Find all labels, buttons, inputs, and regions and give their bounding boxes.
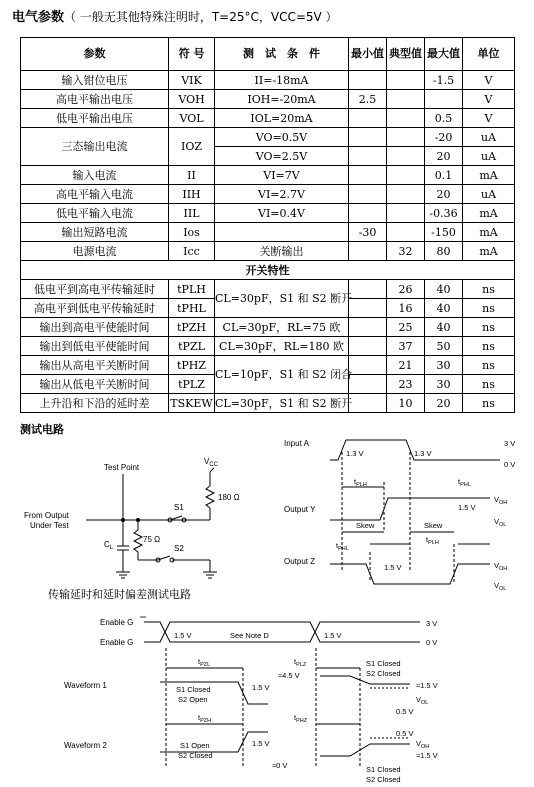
table-row — [21, 242, 515, 261]
voh-label: $V_{OH}$ — [494, 495, 508, 506]
spec-table — [20, 37, 515, 413]
cell: CL=30pF，RL=75 欧 — [215, 318, 349, 337]
cell: ns — [463, 394, 515, 413]
cell: 10 — [387, 394, 425, 413]
cell: 关断输出 — [215, 242, 349, 261]
cell: 0.1 — [425, 166, 463, 185]
v15-left: 1.5 V — [174, 631, 192, 640]
wf1-s1: S1 Closed — [176, 685, 211, 694]
cell: 32 — [387, 242, 425, 261]
cell: IOH=-20mA — [215, 90, 349, 109]
tphl-label: $t_{PHL}$ — [458, 477, 471, 488]
cell: 输出到低电平使能时间 — [21, 337, 169, 356]
cell: VOH — [169, 90, 215, 109]
cell: V — [463, 90, 515, 109]
table-row — [21, 166, 515, 185]
table-row — [21, 109, 515, 128]
skew-left: Skew — [356, 521, 375, 530]
cell: CL=30pF，S1 和 S2 断开 — [215, 394, 349, 413]
s1-label: S1 — [174, 503, 184, 512]
cell: tPHZ — [169, 356, 215, 375]
title-label: 电气参数 — [12, 10, 65, 25]
wf2-right-s1: S1 Closed — [366, 765, 401, 774]
cell: ns — [463, 375, 515, 394]
cell: -30 — [349, 223, 387, 242]
cell — [215, 223, 349, 242]
output-y-label: Output Y — [284, 505, 316, 514]
v0-label: 0 V — [504, 460, 516, 469]
cell: -0.36 — [425, 204, 463, 223]
v15-wf1: 1.5 V — [252, 683, 270, 692]
v05-b: 0.5 V — [396, 729, 414, 738]
cell — [387, 90, 425, 109]
cell: 80 — [425, 242, 463, 261]
cell: 输出从高电平关断时间 — [21, 356, 169, 375]
page-title — [12, 6, 338, 25]
col-condition: 测 试 条 件 — [215, 38, 349, 71]
v15-approx-2: ≈1.5 V — [416, 751, 438, 760]
cell — [349, 318, 387, 337]
s2-label: S2 — [174, 544, 184, 553]
col-typ: 典型值 — [387, 38, 425, 71]
waveform-2-label: Waveform 2 — [64, 741, 107, 750]
col-unit: 单位 — [463, 38, 515, 71]
table-row — [21, 204, 515, 223]
col-symbol: 符 号 — [169, 38, 215, 71]
cell: 低电平输入电流 — [21, 204, 169, 223]
cell: 23 — [387, 375, 425, 394]
vol-label: $V_{OL}$ — [494, 517, 507, 528]
cell: 输出短路电流 — [21, 223, 169, 242]
cell: 输入钳位电压 — [21, 71, 169, 90]
cell — [349, 128, 387, 147]
v3-label: 3 V — [504, 439, 516, 448]
cell: 0.5 — [425, 109, 463, 128]
vcc-label: $V_{CC}$ — [204, 457, 219, 468]
cell: 20 — [425, 147, 463, 166]
cell: 低电平到高电平传输延时 — [21, 280, 169, 299]
table-row — [21, 318, 515, 337]
cell: 20 — [425, 394, 463, 413]
cell: 三态输出电流 — [21, 128, 169, 166]
skew-right: Skew — [424, 521, 443, 530]
from-output-label: From Output — [24, 511, 69, 520]
cell — [349, 185, 387, 204]
section-row — [21, 261, 515, 280]
cell — [387, 71, 425, 90]
table-header-row — [21, 38, 515, 71]
table-row — [21, 71, 515, 90]
cell: uA — [463, 147, 515, 166]
enable-g-label: Enable G — [100, 638, 134, 647]
cell: VO=0.5V — [215, 128, 349, 147]
wf1-s2: S2 Open — [178, 695, 208, 704]
tplz-label: $t_{PLZ}$ — [294, 657, 307, 668]
cell: VI=2.7V — [215, 185, 349, 204]
table-row — [21, 394, 515, 413]
cell: IIH — [169, 185, 215, 204]
col-max: 最大值 — [425, 38, 463, 71]
cell — [387, 185, 425, 204]
v0-approx: ≈0 V — [272, 761, 288, 770]
cell: 输出到高电平使能时间 — [21, 318, 169, 337]
cell — [349, 147, 387, 166]
cell: mA — [463, 204, 515, 223]
cell: 30 — [425, 356, 463, 375]
v0-label: 0 V — [426, 638, 438, 647]
cell — [387, 147, 425, 166]
cell: 输出从低电平关断时间 — [21, 375, 169, 394]
cell: tPLZ — [169, 375, 215, 394]
table-row — [21, 356, 515, 375]
title-condition: （ 一般无其他特殊注明时，T=25°C，VCC=5V ） — [64, 10, 338, 24]
cell: 37 — [387, 337, 425, 356]
cell: mA — [463, 223, 515, 242]
cell: tPZH — [169, 318, 215, 337]
v15-approx-1: ≈1.5 V — [416, 681, 438, 690]
wf1-right-s2: S2 Closed — [366, 669, 401, 678]
cell — [349, 299, 387, 318]
table-row — [21, 223, 515, 242]
input-a-label: Input A — [284, 439, 309, 448]
table-row — [21, 128, 515, 147]
cell: CL=10pF，S1 和 S2 闭合 — [215, 356, 349, 394]
cell — [349, 242, 387, 261]
cell: TSKEW — [169, 394, 215, 413]
cell: Ios — [169, 223, 215, 242]
cell: 50 — [425, 337, 463, 356]
see-note-d: See Note D — [230, 631, 269, 640]
col-param: 参数 — [21, 38, 169, 71]
section-title: 开关特性 — [21, 261, 515, 280]
cell: uA — [463, 128, 515, 147]
cell: ns — [463, 280, 515, 299]
cell — [387, 223, 425, 242]
wf2-right-s2: S2 Closed — [366, 775, 401, 784]
v13-left: 1.3 V — [346, 449, 364, 458]
cell: -150 — [425, 223, 463, 242]
table-row — [21, 90, 515, 109]
cell: ns — [463, 318, 515, 337]
cell — [349, 71, 387, 90]
cell: VO=2.5V — [215, 147, 349, 166]
cell: 2.5 — [349, 90, 387, 109]
wf1-right-s1: S1 Closed — [366, 659, 401, 668]
cl-label: $C_L$ — [104, 540, 114, 551]
enable-timing-diagram — [60, 608, 460, 786]
cell — [349, 337, 387, 356]
cell: ns — [463, 337, 515, 356]
cell — [387, 109, 425, 128]
cell: II=-18mA — [215, 71, 349, 90]
cell: CL=30pF，S1 和 S2 断开 — [215, 280, 349, 318]
tplh-label: $t_{PLH}$ — [354, 477, 367, 488]
enable-gbar-label: Enable G — [100, 618, 134, 627]
under-test-label: Under Test — [30, 521, 69, 530]
voh-label: $V_{OH}$ — [416, 739, 430, 750]
cell: 21 — [387, 356, 425, 375]
cell: 高电平输出电压 — [21, 90, 169, 109]
tphl2-label: $t_{PHL}$ — [336, 541, 349, 552]
v05-a: 0.5 V — [396, 707, 414, 716]
cell — [387, 204, 425, 223]
output-z-label: Output Z — [284, 557, 316, 566]
cell: 40 — [425, 280, 463, 299]
table-row — [21, 185, 515, 204]
cell: IOL=20mA — [215, 109, 349, 128]
cell: 低电平输出电压 — [21, 109, 169, 128]
vol-label: $V_{OL}$ — [416, 695, 429, 706]
wf2-s2: S2 Closed — [178, 751, 213, 760]
cell: II — [169, 166, 215, 185]
tpzl-label: $t_{PZL}$ — [198, 657, 211, 668]
table-row — [21, 280, 515, 299]
cell: IOZ — [169, 128, 215, 166]
test-circuit-diagram — [20, 432, 270, 592]
v3-label: 3 V — [426, 619, 438, 628]
cell: VI=7V — [215, 166, 349, 185]
test-point-label: Test Point — [104, 463, 140, 472]
v15-right: 1.5 V — [324, 631, 342, 640]
cell: 输入电流 — [21, 166, 169, 185]
cell: V — [463, 109, 515, 128]
cell: VIK — [169, 71, 215, 90]
table-row — [21, 337, 515, 356]
wf2-s1: S1 Open — [180, 741, 210, 750]
v15-z: 1.5 V — [384, 563, 402, 572]
v45-label: ≈4.5 V — [278, 671, 300, 680]
cell: IIL — [169, 204, 215, 223]
cell: tPLH — [169, 280, 215, 299]
cell — [387, 128, 425, 147]
tpzh-label: $t_{PZH}$ — [198, 713, 212, 724]
cell: Icc — [169, 242, 215, 261]
cell: 25 — [387, 318, 425, 337]
cell: tPZL — [169, 337, 215, 356]
cell: tPHL — [169, 299, 215, 318]
cell: ns — [463, 356, 515, 375]
cell: 40 — [425, 318, 463, 337]
figure-caption: 传输延时和延时偏差测试电路 — [48, 588, 191, 601]
cell: 40 — [425, 299, 463, 318]
cell: 高电平输入电流 — [21, 185, 169, 204]
cell: 30 — [425, 375, 463, 394]
cell: 26 — [387, 280, 425, 299]
r1-label: 180 Ω — [218, 493, 240, 502]
cell — [349, 166, 387, 185]
cell — [387, 166, 425, 185]
cell: -1.5 — [425, 71, 463, 90]
cell: -20 — [425, 128, 463, 147]
cell: 高电平到低电平传输延时 — [21, 299, 169, 318]
cell: 上升沿和下沿的延时差 — [21, 394, 169, 413]
cell — [349, 280, 387, 299]
col-min: 最小值 — [349, 38, 387, 71]
cell: CL=30pF，RL=180 欧 — [215, 337, 349, 356]
v13-right: 1.3 V — [414, 449, 432, 458]
v15-y: 1.5 V — [458, 503, 476, 512]
r2-label: 75 Ω — [143, 535, 161, 544]
cell: uA — [463, 185, 515, 204]
propagation-timing-diagram — [280, 432, 530, 592]
voh2-label: $V_{OH}$ — [494, 561, 508, 572]
cell: mA — [463, 166, 515, 185]
cell: ns — [463, 299, 515, 318]
tphz-label: $t_{PHZ}$ — [294, 713, 308, 724]
cell — [349, 356, 387, 375]
cell: VI=0.4V — [215, 204, 349, 223]
cell: V — [463, 71, 515, 90]
tplh2-label: $t_{PLH}$ — [426, 535, 439, 546]
cell: 16 — [387, 299, 425, 318]
waveform-1-label: Waveform 1 — [64, 681, 107, 690]
cell — [349, 394, 387, 413]
cell — [349, 109, 387, 128]
cell — [349, 204, 387, 223]
cell: VOL — [169, 109, 215, 128]
test-circuit-heading: 测试电路 — [20, 423, 64, 436]
cell: 20 — [425, 185, 463, 204]
cell — [349, 375, 387, 394]
cell: mA — [463, 242, 515, 261]
vol2-label: $V_{OL}$ — [494, 581, 507, 592]
cell — [425, 90, 463, 109]
v15-wf2: 1.5 V — [252, 739, 270, 748]
cell: 电源电流 — [21, 242, 169, 261]
